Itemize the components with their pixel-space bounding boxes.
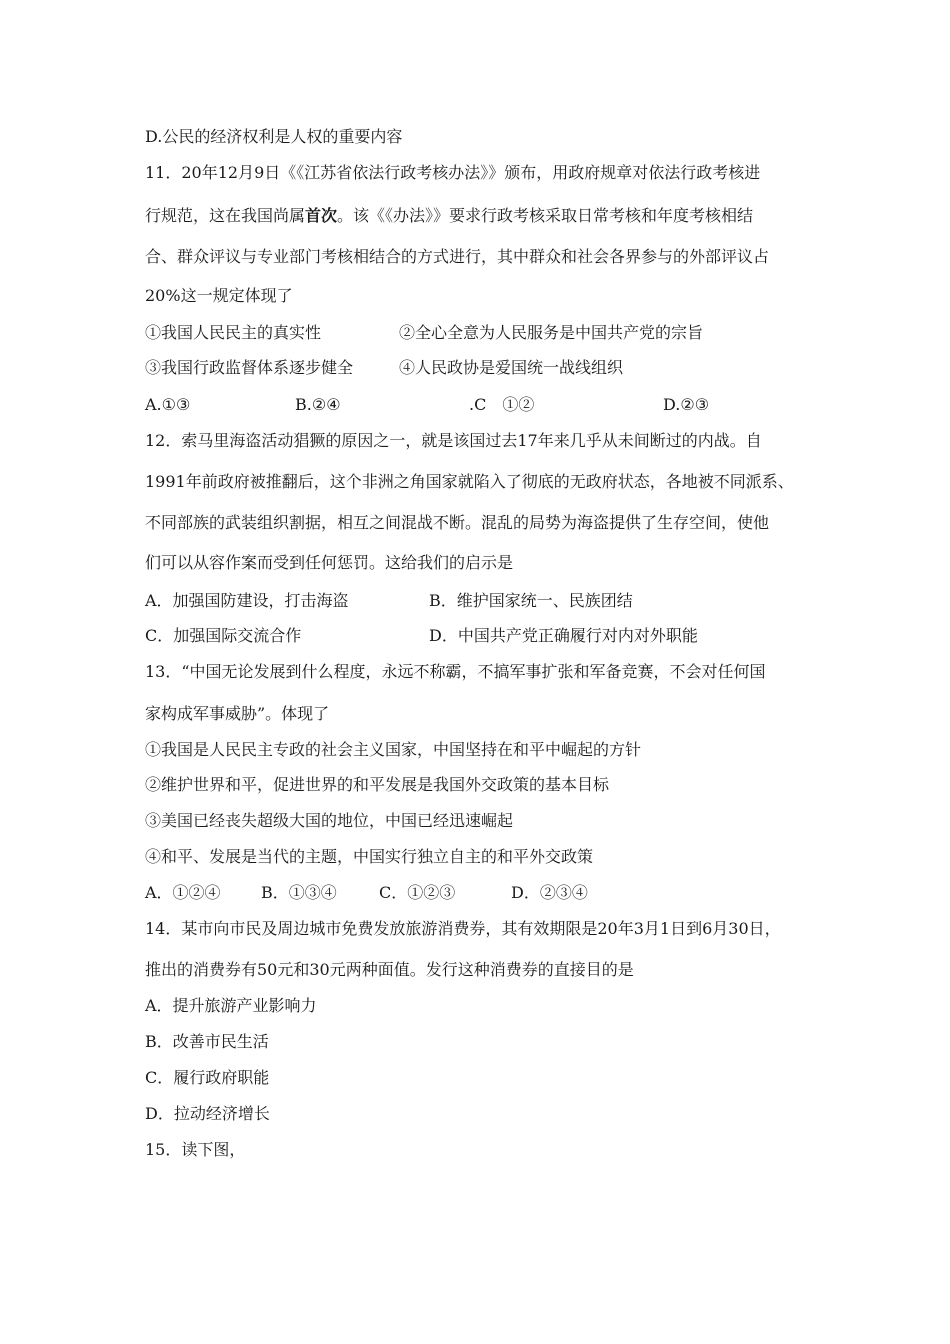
q12-stem-line1: 12．索马里海盗活动猖獗的原因之一，就是该国过去17年来几乎从未间断过的内战。自 [145, 431, 762, 450]
q13-option-c: C．①②③ [379, 883, 456, 902]
q11-stem-line2 [145, 205, 753, 227]
q13-stem-line1: 13．“中国无论发展到什么程度，永远不称霸，不搞军事扩张和军备竞赛，不会对任何国 [145, 662, 766, 681]
q12-stem-line2: 1991年前政府被推翻后，这个非洲之角国家就陷入了彻底的无政府状态，各地被不同派系、 [145, 472, 794, 491]
q15-stem-line1: 15．读下图， [145, 1140, 246, 1159]
q13-item-4: ④和平、发展是当代的主题，中国实行独立自主的和平外交政策 [145, 847, 594, 866]
q12-option-c: C．加强国际交流合作 [145, 626, 302, 645]
q13-option-d: D．②③④ [511, 883, 588, 902]
q11-item-4: ④人民政协是爱国统一战线组织 [399, 358, 624, 377]
q14-option-b: B．改善市民生活 [145, 1032, 269, 1051]
q13-item-1: ①我国是人民民主专政的社会主义国家，中国坚持在和平中崛起的方针 [145, 740, 642, 759]
q11-item-1: ①我国人民民主的真实性 [145, 323, 322, 342]
q14-option-c: C．履行政府职能 [145, 1068, 270, 1087]
q12-option-d: D．中国共产党正确履行对内对外职能 [429, 626, 698, 645]
q11-emphasis: 首次 [305, 206, 338, 225]
q11-item-2: ②全心全意为人民服务是中国共产党的宗旨 [399, 323, 704, 342]
q11-option-a: A.①③ [145, 395, 191, 414]
q11-stem-line4: 20%这一规定体现了 [145, 286, 293, 305]
q11-stem-line1: 11．20年12月9日《《江苏省依法行政考核办法》》颁布，用政府规章对依法行政考核进 [145, 163, 761, 182]
q11-stem-line3: 合、群众评议与专业部门考核相结合的方式进行，其中群众和社会各界参与的外部评议占 [145, 247, 770, 266]
q14-option-a: A．提升旅游产业影响力 [145, 996, 317, 1015]
q11-stem-line2-end: 。该《《办法》》要求行政考核采取日常考核和年度考核相结 [337, 206, 754, 225]
q10-option-d: D.公民的经济权利是人权的重要内容 [145, 127, 403, 146]
q11-option-c: .C ①② [469, 395, 535, 414]
q13-stem-line2: 家构成军事威胁”。体现了 [145, 704, 330, 723]
q12-stem-line3: 不同部族的武装组织割据，相互之间混战不断。混乱的局势为海盗提供了生存空间，使他 [145, 513, 770, 532]
q12-stem-line4: 们可以从容作案而受到任何惩罚。这给我们的启示是 [145, 553, 514, 572]
q13-item-3: ③美国已经丧失超级大国的地位，中国已经迅速崛起 [145, 811, 514, 830]
q14-stem-line2: 推出的消费券有50元和30元两种面值。发行这种消费券的直接目的是 [145, 960, 634, 979]
q11-option-b: B.②④ [295, 395, 341, 414]
q12-option-a: A．加强国防建设，打击海盗 [145, 591, 349, 610]
q13-option-a: A．①②④ [145, 883, 221, 902]
q11-option-d: D.②③ [663, 395, 710, 414]
q11-stem-line2-start: 行规范，这在我国尚属 [145, 206, 306, 225]
q13-option-b: B．①③④ [261, 883, 337, 902]
q11-item-3: ③我国行政监督体系逐步健全 [145, 358, 354, 377]
q14-option-d: D．拉动经济增长 [145, 1104, 270, 1123]
q13-item-2: ②维护世界和平，促进世界的和平发展是我国外交政策的基本目标 [145, 775, 610, 794]
q12-option-b: B．维护国家统一、民族团结 [429, 591, 633, 610]
q14-stem-line1: 14．某市向市民及周边城市免费发放旅游消费券，其有效期限是20年3月1日到6月30日， [145, 919, 781, 938]
